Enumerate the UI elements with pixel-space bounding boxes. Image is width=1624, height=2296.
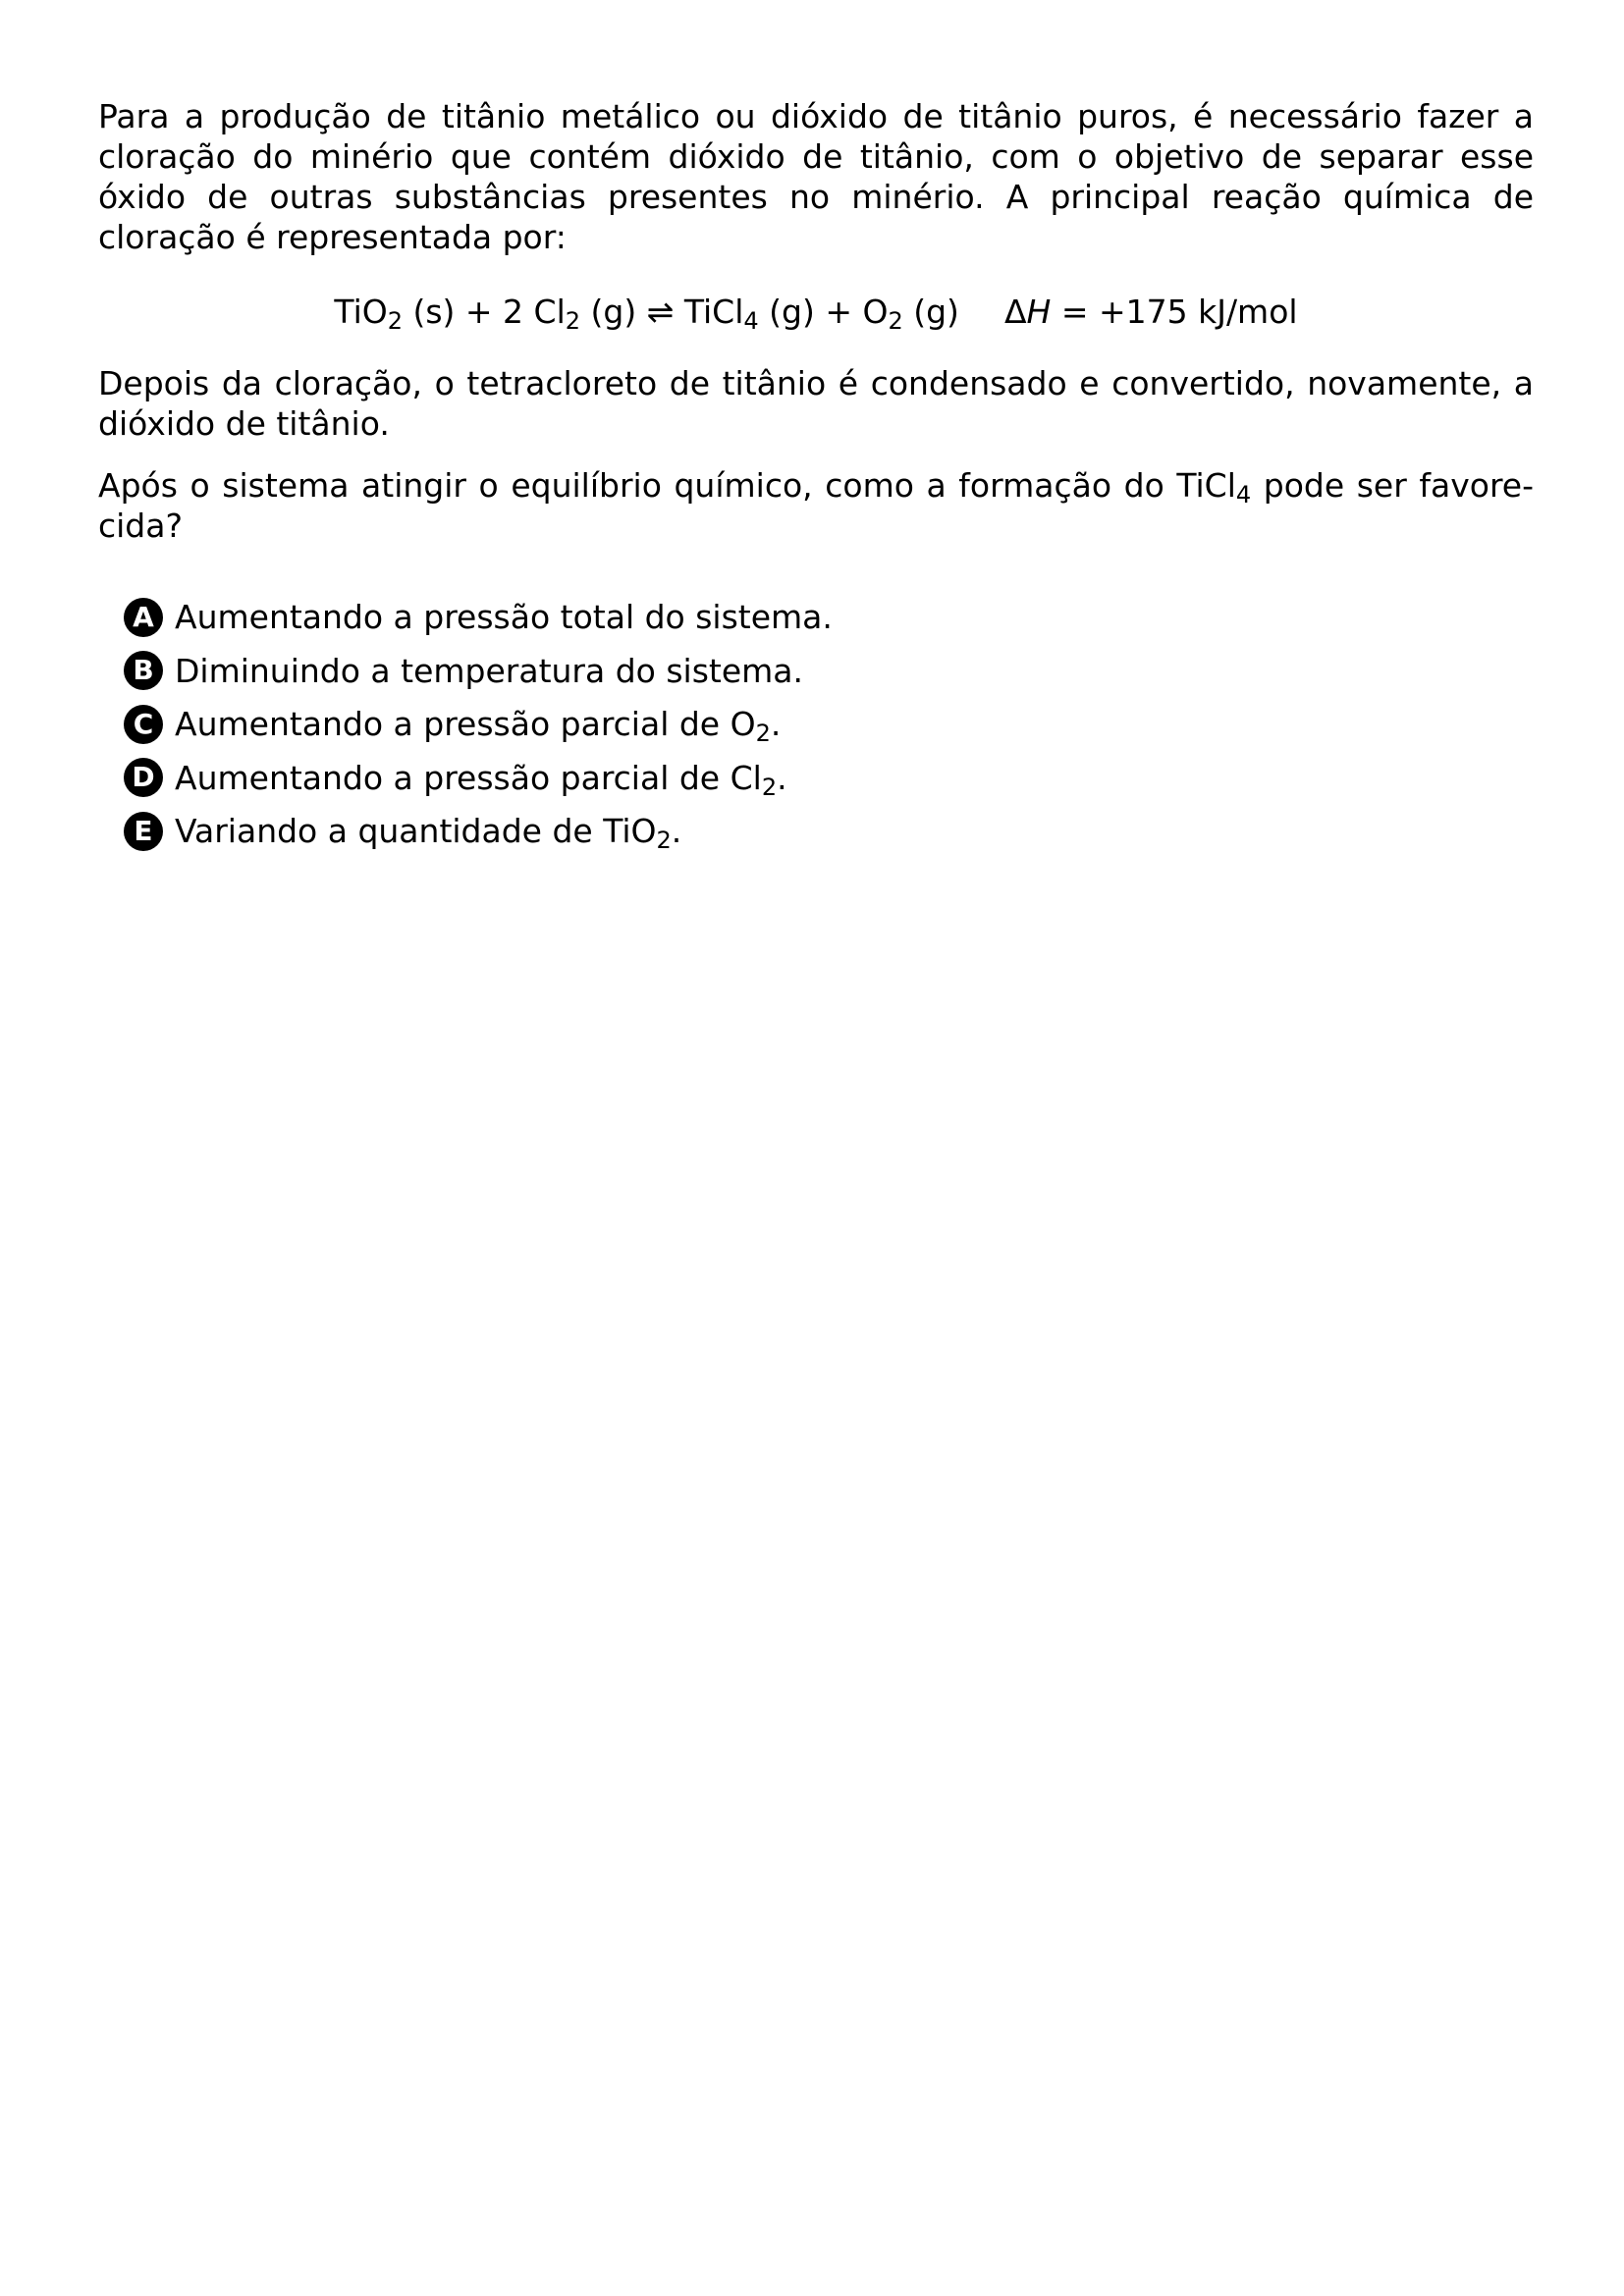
option-letter-badge: A <box>124 598 163 637</box>
option-label: Diminuindo a temperatura do sistema. <box>175 651 803 690</box>
option-text <box>175 597 833 637</box>
prompt-text-end: pode ser favore-cida? <box>98 466 1534 545</box>
question-prompt <box>98 465 1534 546</box>
option-label-end: . <box>777 758 787 797</box>
second-paragraph: Depois da cloração, o tetracloreto de titânio é condensado e convertido, novamente, a dióxido de titânio. <box>98 364 1534 443</box>
option-e[interactable] <box>124 811 1534 854</box>
option-label: Variando a quantidade de TiO <box>175 812 657 850</box>
option-b[interactable] <box>124 651 1534 691</box>
option-a[interactable] <box>124 597 1534 637</box>
equation-text: (g) <box>902 293 959 331</box>
option-text <box>175 651 803 691</box>
option-letter-badge: D <box>124 758 163 797</box>
option-label: Aumentando a pressão total do sistema. <box>175 598 833 636</box>
option-letter-badge: C <box>124 705 163 744</box>
equation-text: (g) ⇌ TiCl <box>580 293 744 331</box>
equation-sub: 2 <box>387 307 403 335</box>
option-sub: 2 <box>656 827 672 854</box>
option-label-end: . <box>671 812 682 850</box>
prompt-text: Após o sistema atingir o equilíbrio químico, como a formação do TiCl <box>98 466 1236 505</box>
option-d[interactable] <box>124 758 1534 801</box>
option-letter-badge: E <box>124 812 163 851</box>
delta-symbol: Δ <box>1003 293 1027 331</box>
option-label: Aumentando a pressão parcial de Cl <box>175 758 762 797</box>
equation-sub: 2 <box>565 307 581 335</box>
option-text <box>175 704 782 747</box>
option-c[interactable] <box>124 704 1534 747</box>
equation-sub: 2 <box>888 307 903 335</box>
equation-text: (s) + 2 Cl <box>403 293 566 331</box>
enthalpy-value: = +175 kJ/mol <box>1051 293 1298 331</box>
intro-paragraph: Para a produção de titânio metálico ou dióxido de titânio puros, é necessário fazer a cloração do minério que contém dióxido de titânio, com o objetivo de separar esse óxido de outras substâncias presentes no minério. A principal reação química de cloração é representada por: <box>98 97 1534 256</box>
option-label: Aumentando a pressão parcial de O <box>175 705 756 743</box>
option-label-end: . <box>770 705 782 743</box>
option-text <box>175 758 787 801</box>
chemical-equation <box>98 292 1534 335</box>
exam-question <box>98 96 1534 865</box>
equation-text: (g) + O <box>758 293 889 331</box>
option-text <box>175 811 682 854</box>
option-sub: 2 <box>755 720 771 747</box>
option-letter-badge: B <box>124 651 163 690</box>
answer-options <box>98 597 1534 854</box>
equation-sub: 4 <box>743 307 759 335</box>
equation-tio2: TiO <box>334 293 388 331</box>
prompt-sub: 4 <box>1235 481 1252 508</box>
enthalpy-symbol: H <box>1026 293 1052 331</box>
option-sub: 2 <box>761 773 778 801</box>
